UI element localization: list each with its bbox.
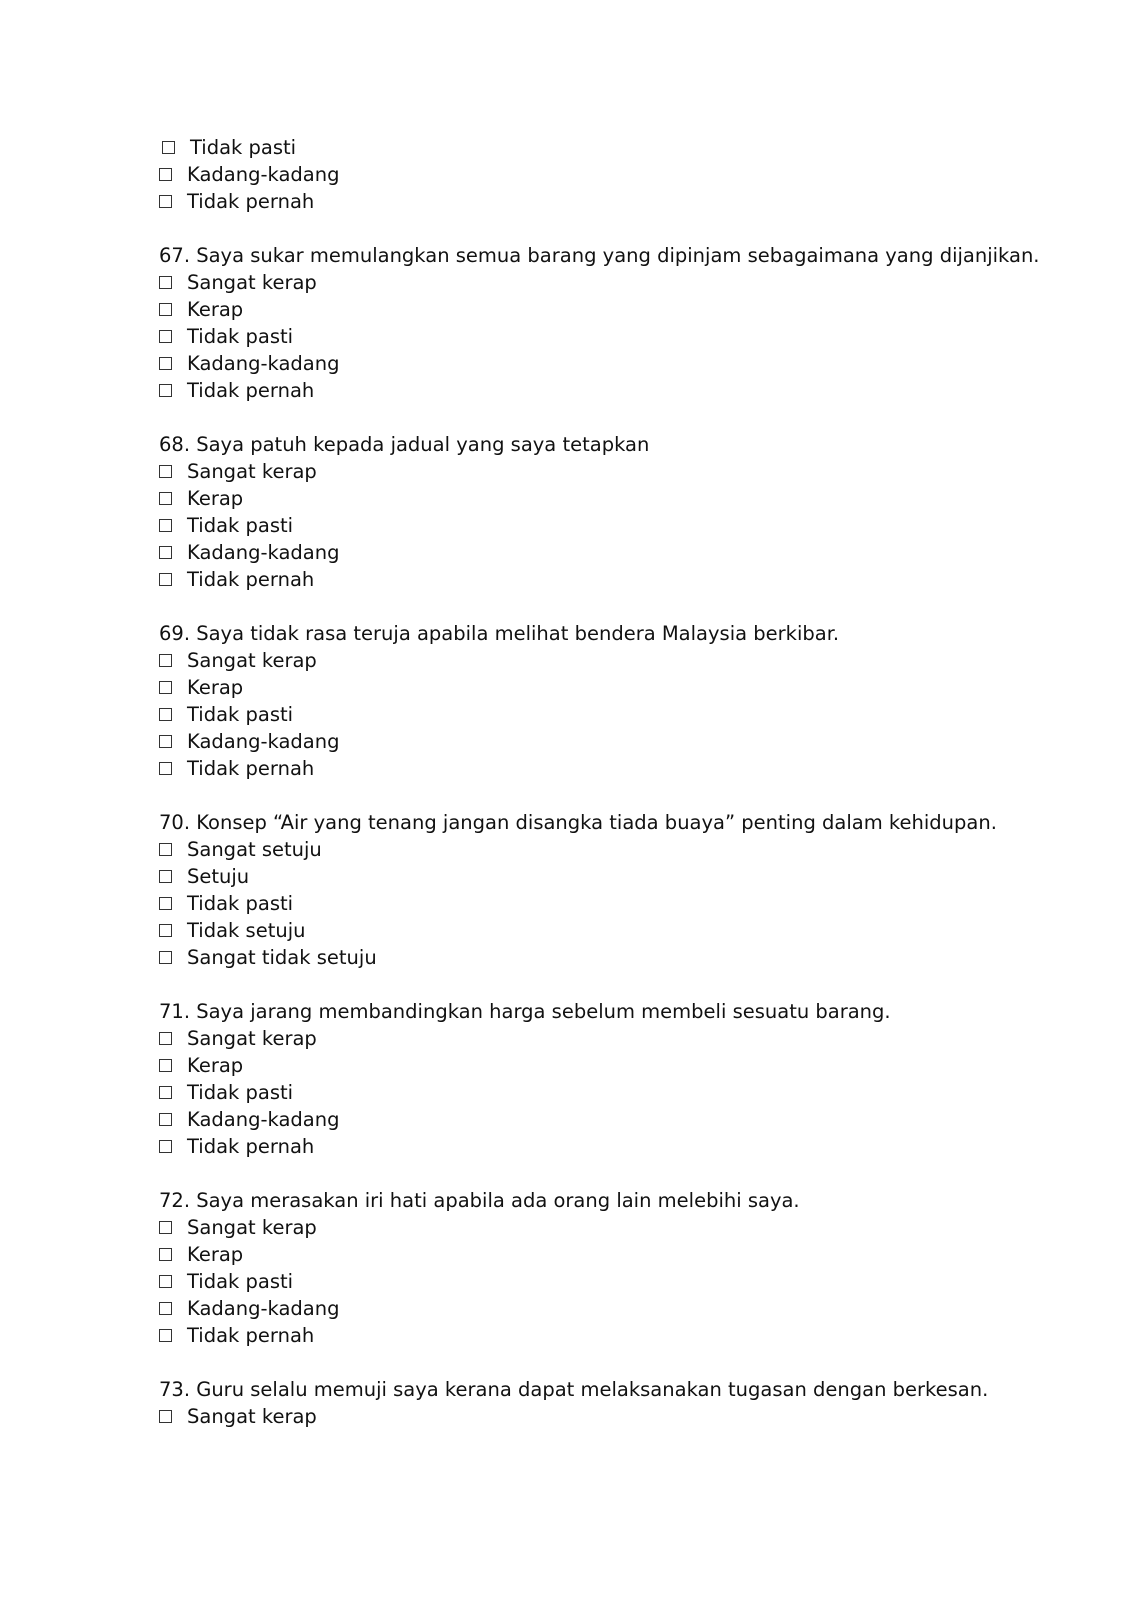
answer-option[interactable] [159, 728, 1059, 755]
checkbox-icon[interactable] [159, 573, 172, 586]
answer-option[interactable] [159, 188, 1059, 215]
answer-option[interactable] [159, 1052, 1059, 1079]
option-label: Kadang-kadang [187, 1108, 340, 1131]
answer-option[interactable] [159, 755, 1059, 782]
option-label: Tidak pasti [190, 136, 297, 159]
question-block [159, 620, 1059, 782]
option-label: Kadang-kadang [187, 541, 340, 564]
option-label: Sangat setuju [187, 838, 322, 861]
answer-option[interactable] [159, 674, 1059, 701]
checkbox-icon[interactable] [159, 1302, 172, 1315]
question-block [159, 1187, 1059, 1349]
checkbox-icon[interactable] [159, 1248, 172, 1261]
answer-option[interactable] [159, 1079, 1059, 1106]
checkbox-icon[interactable] [159, 951, 172, 964]
option-label: Kerap [187, 1243, 244, 1266]
checkbox-icon[interactable] [159, 1410, 172, 1423]
checkbox-icon[interactable] [159, 1140, 172, 1153]
option-label: Kerap [187, 676, 244, 699]
checkbox-icon[interactable] [159, 384, 172, 397]
answer-option[interactable] [159, 836, 1059, 863]
checkbox-icon[interactable] [159, 492, 172, 505]
answer-option[interactable] [159, 539, 1059, 566]
option-label: Kadang-kadang [187, 163, 340, 186]
answer-option[interactable] [159, 134, 1059, 161]
option-label: Sangat kerap [187, 1027, 317, 1050]
checkbox-icon[interactable] [159, 330, 172, 343]
answer-option[interactable] [159, 296, 1059, 323]
option-label: Sangat tidak setuju [187, 946, 377, 969]
question-text: 69. Saya tidak rasa teruja apabila melihat bendera Malaysia berkibar. [159, 622, 840, 645]
option-label: Tidak pernah [187, 757, 315, 780]
option-label: Tidak pernah [187, 190, 315, 213]
option-label: Sangat kerap [187, 1405, 317, 1428]
checkbox-icon[interactable] [159, 276, 172, 289]
option-label: Kerap [187, 487, 244, 510]
answer-option[interactable] [159, 1106, 1059, 1133]
question-list [159, 242, 1059, 1430]
answer-option[interactable] [159, 269, 1059, 296]
option-label: Tidak pasti [187, 325, 294, 348]
question-text: 68. Saya patuh kepada jadual yang saya tetapkan [159, 433, 650, 456]
option-label: Tidak pernah [187, 568, 315, 591]
option-label: Sangat kerap [187, 460, 317, 483]
option-label: Sangat kerap [187, 1216, 317, 1239]
answer-option[interactable] [159, 944, 1059, 971]
answer-option[interactable] [159, 161, 1059, 188]
answer-option[interactable] [159, 1322, 1059, 1349]
checkbox-icon[interactable] [159, 519, 172, 532]
checkbox-icon[interactable] [159, 735, 172, 748]
answer-option[interactable] [159, 1268, 1059, 1295]
option-label: Kadang-kadang [187, 730, 340, 753]
option-label: Kadang-kadang [187, 352, 340, 375]
option-label: Kadang-kadang [187, 1297, 340, 1320]
checkbox-icon[interactable] [159, 870, 172, 883]
question-block [159, 1376, 1059, 1430]
checkbox-icon[interactable] [159, 897, 172, 910]
checkbox-icon[interactable] [159, 654, 172, 667]
checkbox-icon[interactable] [159, 1329, 172, 1342]
checkbox-icon[interactable] [159, 1221, 172, 1234]
checkbox-icon[interactable] [159, 1275, 172, 1288]
answer-option[interactable] [159, 323, 1059, 350]
answer-option[interactable] [159, 647, 1059, 674]
checkbox-icon[interactable] [159, 708, 172, 721]
answer-option[interactable] [159, 863, 1059, 890]
question-text: 67. Saya sukar memulangkan semua barang yang dipinjam sebagaimana yang dijanjikan. [159, 244, 1040, 267]
checkbox-icon[interactable] [159, 1113, 172, 1126]
answer-option[interactable] [159, 512, 1059, 539]
answer-option[interactable] [159, 566, 1059, 593]
option-label: Tidak pernah [187, 1135, 315, 1158]
answer-option[interactable] [159, 1241, 1059, 1268]
answer-option[interactable] [159, 1025, 1059, 1052]
option-label: Sangat kerap [187, 649, 317, 672]
checkbox-icon[interactable] [159, 1086, 172, 1099]
question-text: 70. Konsep “Air yang tenang jangan disangka tiada buaya” penting dalam kehidupan. [159, 811, 997, 834]
option-label: Kerap [187, 1054, 244, 1077]
checkbox-icon[interactable] [159, 1059, 172, 1072]
option-label: Tidak pernah [187, 379, 315, 402]
option-label: Tidak setuju [187, 919, 306, 942]
answer-option[interactable] [159, 1403, 1059, 1430]
checkbox-icon[interactable] [159, 195, 172, 208]
option-label: Tidak pasti [187, 1081, 294, 1104]
checkbox-icon[interactable] [159, 762, 172, 775]
answer-option[interactable] [159, 485, 1059, 512]
answer-option[interactable] [159, 701, 1059, 728]
answer-option[interactable] [159, 458, 1059, 485]
answer-option[interactable] [159, 1295, 1059, 1322]
checkbox-icon[interactable] [159, 303, 172, 316]
option-label: Sangat kerap [187, 271, 317, 294]
checkbox-icon[interactable] [159, 1032, 172, 1045]
option-label: Tidak pasti [187, 514, 294, 537]
question-block [159, 242, 1059, 404]
question-text: 71. Saya jarang membandingkan harga sebelum membeli sesuatu barang. [159, 1000, 891, 1023]
questionnaire-page [159, 134, 1059, 1457]
checkbox-icon[interactable] [159, 357, 172, 370]
answer-option[interactable] [159, 1214, 1059, 1241]
question-block [159, 431, 1059, 593]
answer-option[interactable] [159, 917, 1059, 944]
answer-option[interactable] [159, 890, 1059, 917]
question-text: 73. Guru selalu memuji saya kerana dapat melaksanakan tugasan dengan berkesan. [159, 1378, 989, 1401]
question-text: 72. Saya merasakan iri hati apabila ada orang lain melebihi saya. [159, 1189, 800, 1212]
checkbox-icon[interactable] [159, 924, 172, 937]
checkbox-icon[interactable] [159, 546, 172, 559]
question-block [159, 998, 1059, 1160]
option-label: Tidak pasti [187, 703, 294, 726]
checkbox-icon[interactable] [162, 141, 175, 154]
option-label: Tidak pasti [187, 1270, 294, 1293]
question-block [159, 809, 1059, 971]
option-label: Tidak pernah [187, 1324, 315, 1347]
answer-option[interactable] [159, 350, 1059, 377]
option-label: Tidak pasti [187, 892, 294, 915]
answer-option[interactable] [159, 1133, 1059, 1160]
option-label: Kerap [187, 298, 244, 321]
answer-option[interactable] [159, 377, 1059, 404]
option-label: Setuju [187, 865, 250, 888]
checkbox-icon[interactable] [159, 168, 172, 181]
leading-options-group [159, 134, 1059, 215]
checkbox-icon[interactable] [159, 681, 172, 694]
checkbox-icon[interactable] [159, 465, 172, 478]
checkbox-icon[interactable] [159, 843, 172, 856]
